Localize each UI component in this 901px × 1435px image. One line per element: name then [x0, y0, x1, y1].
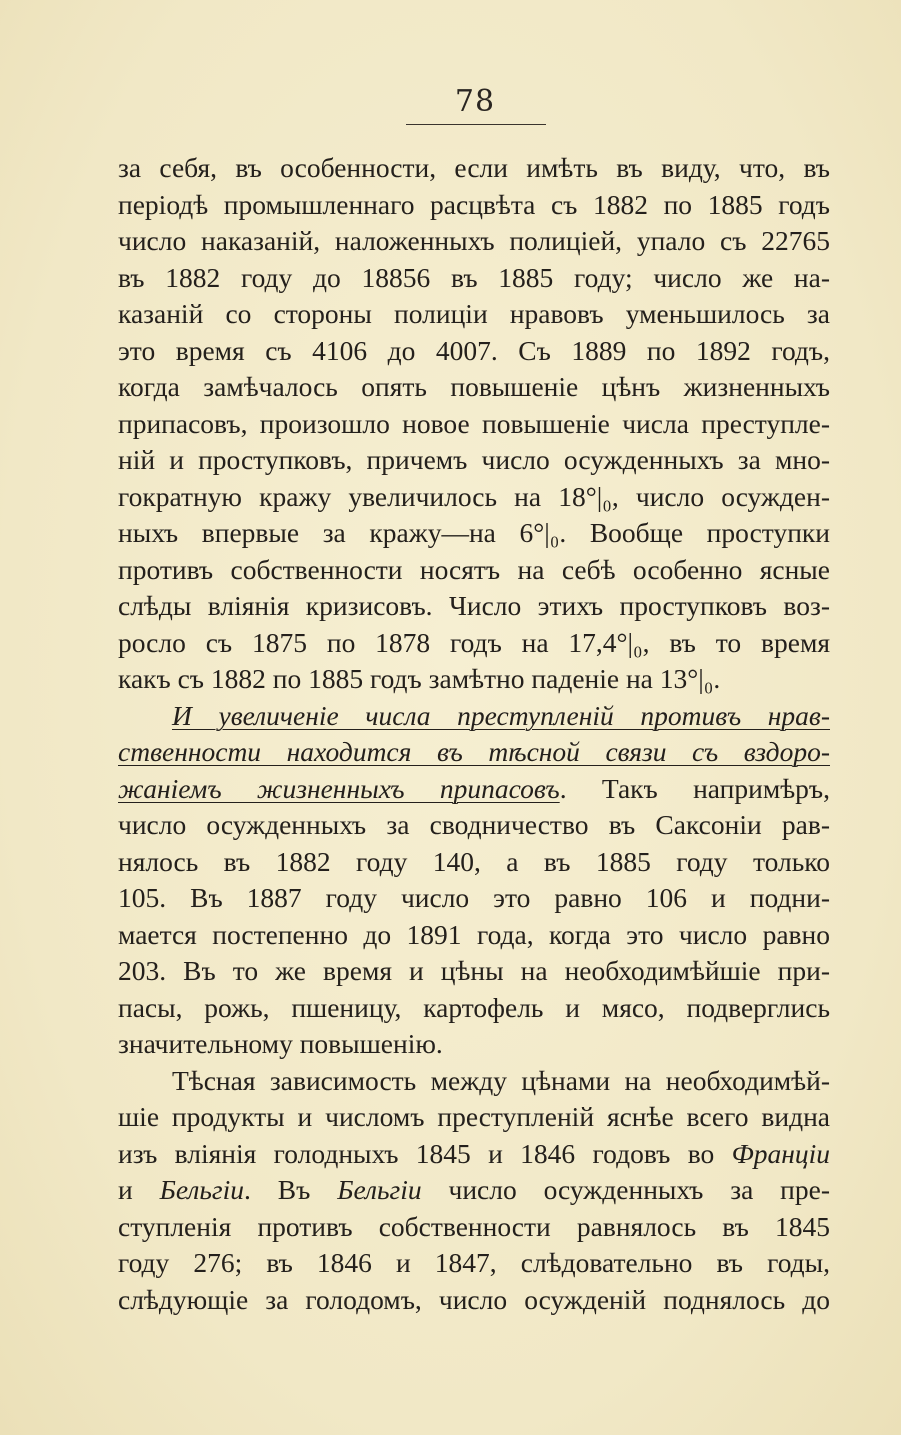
- text-run: изъ вліянія голодныхъ 1845 и 1846 годовъ во: [118, 1137, 732, 1169]
- italic-run: Бельгіи: [337, 1174, 422, 1205]
- text-line: [118, 880, 830, 917]
- text-line: [118, 771, 830, 808]
- text-run: слѣдующіе за голодомъ, число осужденій поднялось до: [118, 1283, 830, 1315]
- text-line: [118, 661, 830, 698]
- text-line: [118, 333, 830, 370]
- text-run: въ 1882 году до 18856 въ 1885 году; число же на-: [118, 261, 830, 293]
- text-run: когда замѣчалось опять повышеніе цѣнъ жизненныхъ: [118, 371, 830, 402]
- text-line: [118, 515, 830, 552]
- text-run: число осужденныхъ за пре-: [421, 1174, 830, 1205]
- italic-run: жаніемъ жизненныхъ припасовъ: [118, 772, 560, 804]
- text-line: [118, 369, 830, 406]
- text-run: шіе продукты и числомъ преступленій яснѣе всего видна: [118, 1101, 830, 1132]
- text-run: . Въ: [244, 1174, 338, 1205]
- text-line: [118, 150, 830, 187]
- text-line: [118, 953, 830, 990]
- text-line: [118, 187, 830, 224]
- text-run: нялось въ 1882 году 140, а въ 1885 году только: [118, 845, 830, 877]
- text-run: число осужденныхъ за сводничество въ Саксоніи рав-: [118, 809, 830, 840]
- text-run: это время съ 4106 до 4007. Съ 1889 по 1892 годъ,: [118, 334, 830, 366]
- text-line: [118, 1245, 830, 1282]
- text-line: [118, 917, 830, 954]
- text-run: пасы, рожь, пшеницу, картофель и мясо, подверглись: [118, 991, 830, 1023]
- text-line: [118, 442, 830, 479]
- text-run: какъ съ 1882 по 1885 годъ замѣтно паденіе на 13°|₀.: [118, 663, 721, 694]
- text-line: [118, 807, 830, 844]
- text-run: ныхъ впервые за кражу—на 6°|₀. Вообще проступки: [118, 517, 830, 548]
- text-line: [118, 1099, 830, 1136]
- text-run: 203. Въ то же время и цѣны на необходимѣйшіе при-: [118, 955, 830, 986]
- text-line: [118, 260, 830, 297]
- text-run: слѣды вліянія кризисовъ. Число этихъ проступковъ воз-: [118, 590, 830, 621]
- body-text: [118, 150, 830, 1318]
- text-run: періодѣ промышленнаго расцвѣта съ 1882 по 1885 годъ: [118, 188, 830, 220]
- text-line: [118, 479, 830, 516]
- italic-run: И увеличеніе числа преступленій противъ нрав-: [172, 699, 830, 731]
- text-line: [118, 296, 830, 333]
- text-run: 105. Въ 1887 году число это равно 106 и подни-: [118, 882, 830, 913]
- text-run: значительному повышенію.: [118, 1028, 443, 1059]
- text-line: [118, 1026, 830, 1063]
- text-run: мается постепенно до 1891 года, когда это число равно: [118, 918, 830, 950]
- text-run: Тѣсная зависимость между цѣнами на необходимѣй-: [172, 1064, 830, 1096]
- text-line: [118, 552, 830, 589]
- text-run: росло съ 1875 по 1878 годъ на 17,4°|₀, въ то время: [118, 626, 830, 658]
- text-line: [118, 1063, 830, 1100]
- text-line: [118, 990, 830, 1027]
- text-line: [118, 698, 830, 735]
- text-line: [118, 1282, 830, 1319]
- italic-run: Франціи: [731, 1137, 830, 1169]
- page-number: 78: [454, 84, 496, 119]
- text-line: [118, 406, 830, 443]
- text-line: [118, 1172, 830, 1209]
- text-line: [118, 1136, 830, 1173]
- text-run: число наказаній, наложенныхъ полиціей, упало съ 22765: [118, 225, 830, 256]
- italic-run: Бельгіи: [159, 1174, 244, 1205]
- text-run: противъ собственности носятъ на себѣ особенно ясные: [118, 553, 830, 585]
- text-run: ній и проступковъ, причемъ число осужденныхъ за мно-: [118, 444, 830, 475]
- text-run: и: [118, 1174, 160, 1205]
- text-run: году 276; въ 1846 и 1847, слѣдовательно въ годы,: [118, 1247, 830, 1278]
- text-line: [118, 223, 830, 260]
- text-run: гократную кражу увеличилось на 18°|₀, число осужден-: [118, 480, 830, 512]
- text-line: [118, 1209, 830, 1246]
- text-line: [118, 844, 830, 881]
- text-line: [118, 625, 830, 662]
- text-line: [118, 588, 830, 625]
- text-line: [118, 734, 830, 771]
- text-run: ступленія противъ собственности равнялось въ 1845: [118, 1210, 830, 1242]
- text-run: за себя, въ особенности, если имѣть въ виду, что, въ: [118, 152, 830, 183]
- text-run: казаній со стороны полиціи нравовъ уменьшилось за: [118, 298, 830, 329]
- italic-run: ственности находится въ тѣсной связи съ вздоро-: [118, 736, 830, 767]
- header-rule: [406, 124, 546, 125]
- text-run: припасовъ, произошло новое повышеніе числа преступле-: [118, 407, 830, 439]
- text-run: . Такъ напримѣръ,: [559, 772, 830, 804]
